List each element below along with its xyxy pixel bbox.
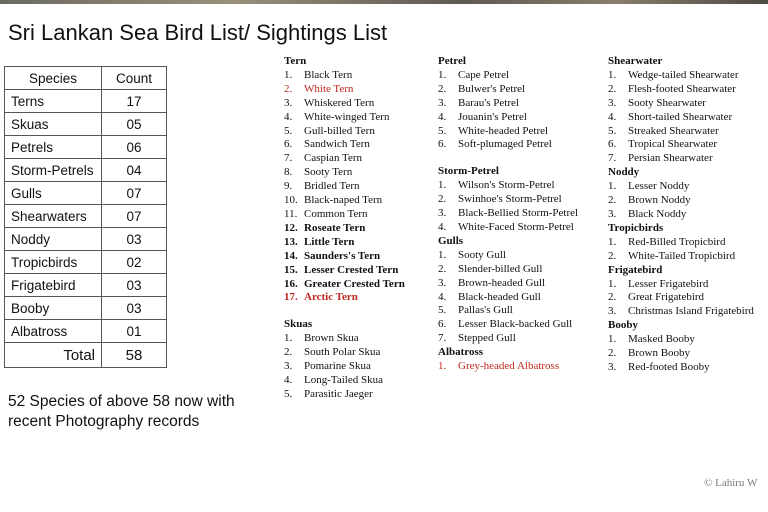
list-item: [284, 388, 405, 402]
summary-body: [5, 90, 167, 343]
list-item: [608, 138, 754, 152]
bird-name: Black-headed Gull: [458, 290, 541, 303]
item-number: 14.: [284, 249, 298, 262]
list-item: [438, 318, 578, 332]
section-heading: Albatross: [438, 346, 484, 359]
bird-name: Bulwer's Petrel: [458, 82, 526, 95]
bird-name: Wilson's Storm-Petrel: [458, 179, 555, 192]
item-number: 5.: [284, 124, 293, 137]
list-item: [438, 97, 578, 111]
section-heading: Skuas: [284, 318, 313, 331]
list-item: [284, 332, 405, 346]
bird-name: Long-Tailed Skua: [304, 373, 383, 386]
item-number: 5.: [284, 387, 293, 400]
list-item: [608, 361, 754, 375]
table-row: [5, 205, 167, 228]
bird-name: Pallas's Gull: [458, 304, 513, 317]
list-item: [284, 278, 405, 292]
bird-name: Tropical Shearwater: [628, 138, 718, 151]
count-cell: 04: [102, 159, 167, 182]
section-heading: Shearwater: [608, 55, 663, 67]
list-item: [608, 180, 754, 194]
table-row: [5, 251, 167, 274]
list-item: [608, 152, 754, 166]
list-item: [284, 166, 405, 180]
item-number: 1.: [608, 180, 617, 193]
count-cell: 05: [102, 113, 167, 136]
item-number: 2.: [608, 249, 617, 262]
bird-name: Black Noddy: [628, 207, 687, 220]
list-item: [438, 304, 578, 318]
list-item: [438, 179, 578, 193]
total-row: [5, 343, 167, 368]
item-number: 2.: [608, 347, 617, 360]
list-item: [608, 194, 754, 208]
bird-name: White-Faced Storm-Petrel: [458, 220, 574, 233]
table-row: [5, 320, 167, 343]
section-heading: Tropicbirds: [608, 221, 664, 234]
bird-name: White-headed Petrel: [458, 124, 549, 137]
bird-name: Grey-headed Albatross: [458, 360, 560, 373]
table-row: [5, 113, 167, 136]
list-item: [438, 207, 578, 221]
species-cell: Petrels: [5, 136, 102, 159]
species-cell: Gulls: [5, 182, 102, 205]
count-cell: 03: [102, 228, 167, 251]
count-cell: 03: [102, 274, 167, 297]
item-number: 3.: [284, 360, 293, 373]
species-cell: Frigatebird: [5, 274, 102, 297]
count-header: Count: [102, 67, 167, 90]
item-number: 6.: [608, 138, 617, 151]
count-cell: 17: [102, 90, 167, 113]
page-title: Sri Lankan Sea Bird List/ Sightings List: [8, 20, 388, 45]
list-item: [608, 347, 754, 361]
item-number: 11.: [284, 207, 298, 220]
list-item: [284, 111, 405, 125]
bird-name: Lesser Black-backed Gull: [458, 318, 573, 331]
list-item: [608, 250, 754, 264]
list-item: [608, 208, 754, 222]
bird-name: Christmas Island Frigatebird: [628, 305, 754, 318]
item-number: 2.: [608, 82, 617, 95]
count-cell: 07: [102, 205, 167, 228]
list-item: [438, 332, 578, 346]
bird-name: Whiskered Tern: [304, 96, 375, 109]
item-number: 9.: [284, 180, 293, 193]
list-item: [438, 111, 578, 125]
list-item: [608, 125, 754, 139]
list-item: [608, 83, 754, 97]
item-number: 2.: [608, 194, 617, 207]
bird-name: Arctic Tern: [304, 291, 358, 304]
bird-name: Brown Skua: [304, 332, 359, 345]
count-cell: 07: [102, 182, 167, 205]
list-item: [608, 111, 754, 125]
bird-name: Sooty Gull: [458, 248, 506, 261]
photo-strip: [0, 0, 768, 4]
item-number: 1.: [284, 332, 293, 345]
item-number: 8.: [284, 166, 293, 179]
item-number: 10.: [284, 194, 298, 207]
item-number: 1.: [284, 68, 293, 81]
bird-name: Brown-headed Gull: [458, 276, 546, 289]
list-item: [438, 125, 578, 139]
table-row: [5, 159, 167, 182]
total-value: 58: [102, 343, 167, 368]
species-cell: Skuas: [5, 113, 102, 136]
list-item: [608, 305, 754, 319]
count-cell: 06: [102, 136, 167, 159]
item-number: 4.: [438, 220, 447, 233]
item-number: 5.: [438, 304, 447, 317]
list-item: [284, 69, 405, 83]
item-number: 3.: [438, 96, 447, 109]
species-cell: Noddy: [5, 228, 102, 251]
count-cell: 02: [102, 251, 167, 274]
bird-name: Lesser Frigatebird: [628, 277, 709, 290]
item-number: 5.: [608, 124, 617, 137]
table-row: [5, 228, 167, 251]
item-number: 16.: [284, 277, 298, 290]
bird-name: Persian Shearwater: [628, 152, 713, 165]
bird-name: Brown Noddy: [628, 194, 691, 207]
bird-name: Lesser Crested Tern: [304, 263, 399, 276]
section-heading: Petrel: [438, 55, 466, 67]
summary-table: [4, 66, 167, 368]
bird-name: Common Tern: [304, 207, 368, 220]
bird-name: Parasitic Jaeger: [304, 387, 373, 400]
bird-name: Bridled Tern: [304, 180, 360, 193]
item-number: 2.: [284, 346, 293, 359]
item-number: 6.: [284, 138, 293, 151]
bird-name: Flesh-footed Shearwater: [628, 82, 736, 95]
item-number: 4.: [284, 373, 293, 386]
bird-name: Great Frigatebird: [628, 291, 705, 304]
list-item: [438, 83, 578, 97]
item-number: 1.: [608, 277, 617, 290]
section-heading: Tern: [284, 55, 307, 67]
item-number: 7.: [284, 152, 293, 165]
item-number: 1.: [438, 248, 447, 261]
list-item: [438, 249, 578, 263]
count-cell: 01: [102, 320, 167, 343]
bird-name: Black Tern: [304, 68, 353, 81]
item-number: 1.: [608, 235, 617, 248]
item-number: 2.: [608, 291, 617, 304]
table-row: [5, 182, 167, 205]
list-item: [438, 291, 578, 305]
list-item: [608, 69, 754, 83]
list-item: [438, 69, 578, 83]
species-cell: Tropicbirds: [5, 251, 102, 274]
tern-skua-column: [284, 55, 405, 402]
list-item: [438, 360, 578, 374]
section-heading: Gulls: [438, 234, 464, 247]
item-number: 3.: [608, 305, 617, 318]
species-header: Species: [5, 67, 102, 90]
bird-name: Red-footed Booby: [628, 360, 710, 373]
bird-name: Sandwich Tern: [304, 138, 370, 151]
table-row: [5, 90, 167, 113]
bird-name: Stepped Gull: [458, 332, 516, 345]
item-number: 3.: [438, 276, 447, 289]
bird-name: Sooty Tern: [304, 166, 353, 179]
bird-name: South Polar Skua: [304, 346, 381, 359]
list-item: [284, 194, 405, 208]
species-cell: Shearwaters: [5, 205, 102, 228]
list-item: [608, 236, 754, 250]
item-number: 2.: [438, 193, 447, 206]
item-number: 2.: [438, 82, 447, 95]
copyright-watermark: © Lahiru W: [704, 477, 758, 489]
bird-name: Barau's Petrel: [458, 96, 519, 109]
bird-name: Greater Crested Tern: [304, 277, 405, 290]
item-number: 1.: [438, 179, 447, 192]
list-item: [438, 138, 578, 152]
bird-name: Red-Billed Tropicbird: [628, 235, 726, 248]
list-item: [284, 125, 405, 139]
section-heading: Booby: [608, 319, 638, 332]
item-number: 13.: [284, 235, 298, 248]
petrel-gull-column: [438, 55, 578, 374]
list-item: [284, 291, 405, 305]
bird-name: Masked Booby: [628, 333, 695, 346]
bird-name: Brown Booby: [628, 347, 691, 360]
bird-name: Little Tern: [304, 235, 355, 248]
item-number: 1.: [608, 333, 617, 346]
item-number: 2.: [438, 262, 447, 275]
list-item: [438, 193, 578, 207]
bird-name: White-winged Tern: [304, 110, 390, 123]
list-item: [284, 250, 405, 264]
list-item: [284, 222, 405, 236]
item-number: 7.: [438, 332, 447, 345]
table-row: [5, 297, 167, 320]
list-item: [284, 83, 405, 97]
list-item: [608, 333, 754, 347]
list-item: [608, 291, 754, 305]
bird-name: Streaked Shearwater: [628, 124, 719, 137]
species-cell: Terns: [5, 90, 102, 113]
item-number: 4.: [284, 110, 293, 123]
bird-name: Sooty Shearwater: [628, 96, 706, 109]
table-row: [5, 136, 167, 159]
section-heading: Frigatebird: [608, 263, 663, 276]
bird-name: Short-tailed Shearwater: [628, 110, 733, 123]
bird-name: Slender-billed Gull: [458, 262, 543, 275]
list-item: [284, 360, 405, 374]
section-heading: Noddy: [608, 166, 640, 179]
item-number: 6.: [438, 318, 447, 331]
bird-name: Black-Bellied Storm-Petrel: [458, 207, 579, 220]
list-item: [438, 277, 578, 291]
list-item: [284, 346, 405, 360]
item-number: 3.: [284, 96, 293, 109]
item-number: 1.: [608, 68, 617, 81]
list-item: [608, 97, 754, 111]
photo-records-note: 52 Species of above 58 now with recent Photography records: [8, 393, 235, 430]
bird-name: Saunders's Tern: [304, 249, 381, 262]
item-number: 1.: [438, 360, 447, 373]
bird-name: Wedge-tailed Shearwater: [628, 68, 739, 81]
item-number: 4.: [608, 110, 617, 123]
bird-name: Jouanin's Petrel: [458, 110, 527, 123]
bird-name: Soft-plumaged Petrel: [458, 138, 552, 151]
item-number: 3.: [608, 96, 617, 109]
item-number: 3.: [608, 360, 617, 373]
bird-name: Cape Petrel: [458, 68, 510, 81]
shearwater-booby-column: [608, 55, 754, 375]
item-number: 3.: [438, 207, 447, 220]
bird-name: Caspian Tern: [304, 152, 362, 165]
list-item: [284, 138, 405, 152]
bird-name: White Tern: [304, 82, 354, 95]
species-cell: Storm-Petrels: [5, 159, 102, 182]
list-item: [284, 264, 405, 278]
bird-name: Gull-billed Tern: [304, 124, 375, 137]
species-cell: Albatross: [5, 320, 102, 343]
summary-header-row: [5, 67, 167, 90]
list-item: [284, 152, 405, 166]
bird-name: White-Tailed Tropicbird: [628, 249, 736, 262]
species-cell: Booby: [5, 297, 102, 320]
item-number: 5.: [438, 124, 447, 137]
bird-name: Black-naped Tern: [304, 194, 383, 207]
list-item: [284, 374, 405, 388]
list-item: [438, 263, 578, 277]
table-row: [5, 274, 167, 297]
item-number: 15.: [284, 263, 298, 276]
item-number: 12.: [284, 221, 298, 234]
list-item: [284, 236, 405, 250]
list-item: [284, 180, 405, 194]
count-cell: 03: [102, 297, 167, 320]
list-item: [284, 97, 405, 111]
item-number: 7.: [608, 152, 617, 165]
item-number: 4.: [438, 110, 447, 123]
bird-name: Lesser Noddy: [628, 180, 690, 193]
list-item: [284, 208, 405, 222]
item-number: 3.: [608, 207, 617, 220]
item-number: 2.: [284, 82, 293, 95]
item-number: 6.: [438, 138, 447, 151]
bird-name: Swinhoe's Storm-Petrel: [458, 193, 562, 206]
item-number: 1.: [438, 68, 447, 81]
item-number: 17.: [284, 291, 298, 304]
list-item: [608, 278, 754, 292]
bird-name: Pomarine Skua: [304, 360, 371, 373]
list-item: [438, 221, 578, 235]
bird-name: Roseate Tern: [304, 221, 366, 234]
total-label: Total: [5, 343, 102, 368]
section-heading: Storm-Petrel: [438, 165, 499, 178]
item-number: 4.: [438, 290, 447, 303]
